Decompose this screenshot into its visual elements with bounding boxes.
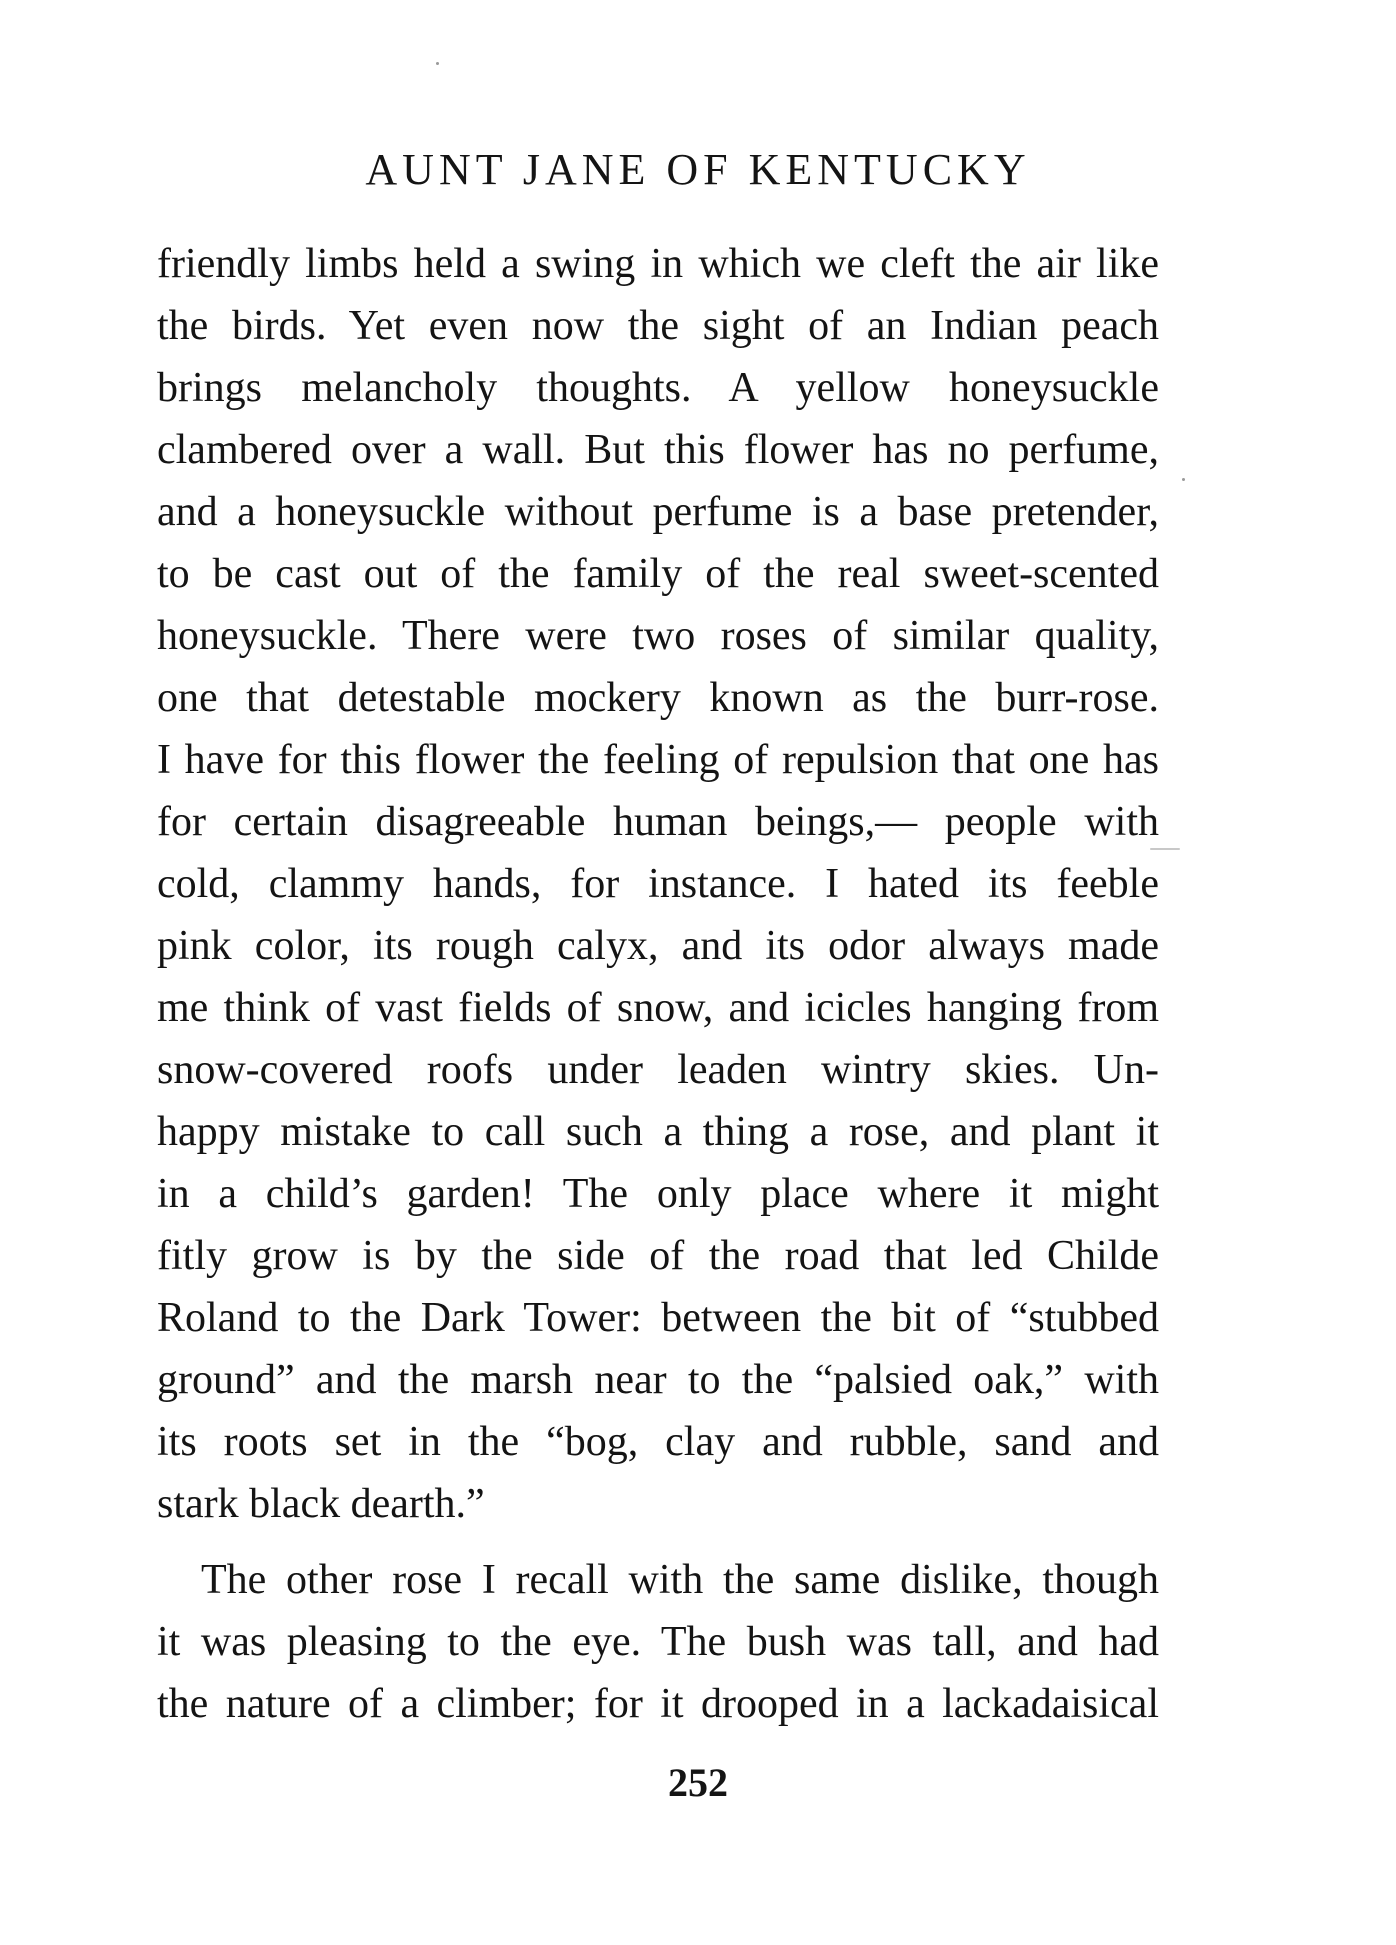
- text-line: for certain disagreeable human beings,— people with: [157, 799, 1159, 845]
- text-line: me think of vast fields of snow, and icicles hanging from: [157, 985, 1159, 1031]
- text-line: brings melancholy thoughts. A yellow honeysuckle: [157, 365, 1159, 411]
- text-line: I have for this flower the feeling of repulsion that one has: [157, 737, 1159, 783]
- text-line: and a honeysuckle without perfume is a base pretender,: [157, 489, 1159, 535]
- text-line: honeysuckle. There were two roses of similar quality,: [157, 613, 1159, 659]
- paragraph-2: [157, 1549, 1159, 1735]
- text-line: its roots set in the “bog, clay and rubble, sand and: [157, 1419, 1159, 1465]
- text-line: The other rose I recall with the same dislike, though: [201, 1557, 1159, 1603]
- text-line: one that detestable mockery known as the burr-rose.: [157, 675, 1159, 721]
- text-line: clambered over a wall. But this flower has no perfume,: [157, 427, 1159, 473]
- paper-speck: [436, 62, 439, 65]
- text-line: to be cast out of the family of the real sweet-scented: [157, 551, 1159, 597]
- text-line: snow-covered roofs under leaden wintry skies. Un-: [157, 1047, 1159, 1093]
- text-line: ground” and the marsh near to the “palsied oak,” with: [157, 1357, 1159, 1403]
- text-line: the birds. Yet even now the sight of an Indian peach: [157, 303, 1159, 349]
- text-line: pink color, its rough calyx, and its odor always made: [157, 923, 1159, 969]
- text-line: friendly limbs held a swing in which we cleft the air like: [157, 241, 1159, 287]
- text-line: the nature of a climber; for it drooped in a lackadaisical: [157, 1681, 1159, 1727]
- text-line: happy mistake to call such a thing a rose, and plant it: [157, 1109, 1159, 1155]
- running-head: AUNT JANE OF KENTUCKY: [365, 145, 1031, 194]
- paragraph-gap: [157, 1535, 1159, 1549]
- page-number: 252: [668, 1760, 728, 1805]
- text-line: Roland to the Dark Tower: between the bit of “stubbed: [157, 1295, 1159, 1341]
- paper-speck: [1182, 478, 1185, 481]
- paragraph-1: [157, 233, 1159, 1535]
- text-line: in a child’s garden! The only place where it might: [157, 1171, 1159, 1217]
- text-line: cold, clammy hands, for instance. I hated its feeble: [157, 861, 1159, 907]
- text-line: fitly grow is by the side of the road that led Childe: [157, 1233, 1159, 1279]
- body-text: [157, 233, 1159, 1735]
- text-line: stark black dearth.”: [157, 1481, 485, 1527]
- text-line: it was pleasing to the eye. The bush was tall, and had: [157, 1619, 1159, 1665]
